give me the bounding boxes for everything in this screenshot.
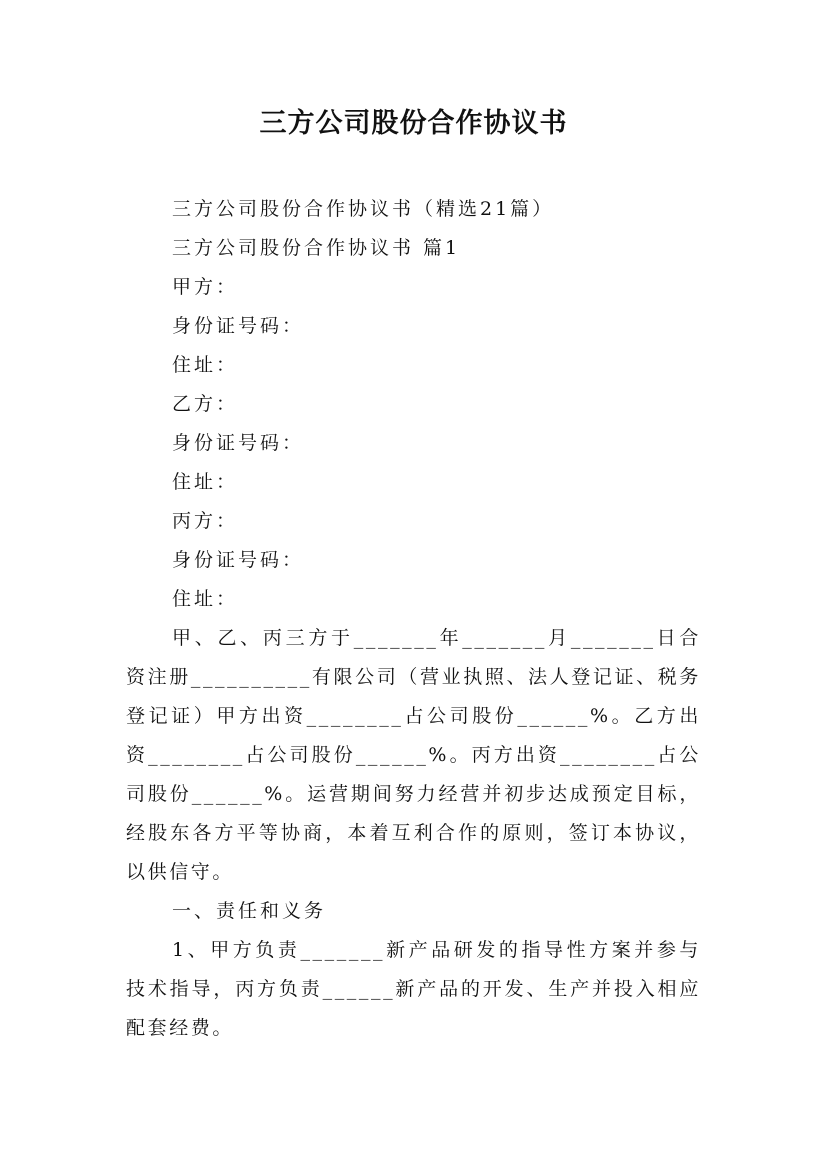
subtitle-line: 三方公司股份合作协议书（精选21篇）: [172, 198, 555, 220]
party-c-address-label: 住址：: [172, 588, 239, 610]
agreement-paragraph: 甲、乙、丙三方于_______年_______月_______日合资注册__________有限公司（营业执照、法人登记证、税务登记证）甲方出资________占公司股份______%。乙方出资________占公司股份______%。丙方出资________占公司股份______%。运营期间努力经营并初步达成预定目标，经股东各方平等协商，本着互利合作的原则，签订本协议，以供信守。: [126, 627, 701, 883]
party-b-id-label: 身份证号码：: [172, 432, 305, 454]
party-c-label: 丙方：: [172, 510, 239, 532]
party-b-label: 乙方：: [172, 393, 239, 415]
clause-paragraph: 1、甲方负责_______新产品研发的指导性方案并参与技术指导，丙方负责______新产品的开发、生产并投入相应配套经费。: [126, 939, 701, 1039]
party-c-id-label: 身份证号码：: [172, 549, 305, 571]
party-a-address-label: 住址：: [172, 354, 239, 376]
party-a-label: 甲方：: [172, 276, 239, 298]
party-b-address-label: 住址：: [172, 471, 239, 493]
section-heading: 一、责任和义务: [172, 900, 327, 922]
document-body: [126, 190, 701, 1048]
party-a-id-label: 身份证号码：: [172, 315, 305, 337]
article-heading: 三方公司股份合作协议书 篇1: [172, 237, 461, 259]
document-title: 三方公司股份合作协议书: [259, 108, 568, 139]
